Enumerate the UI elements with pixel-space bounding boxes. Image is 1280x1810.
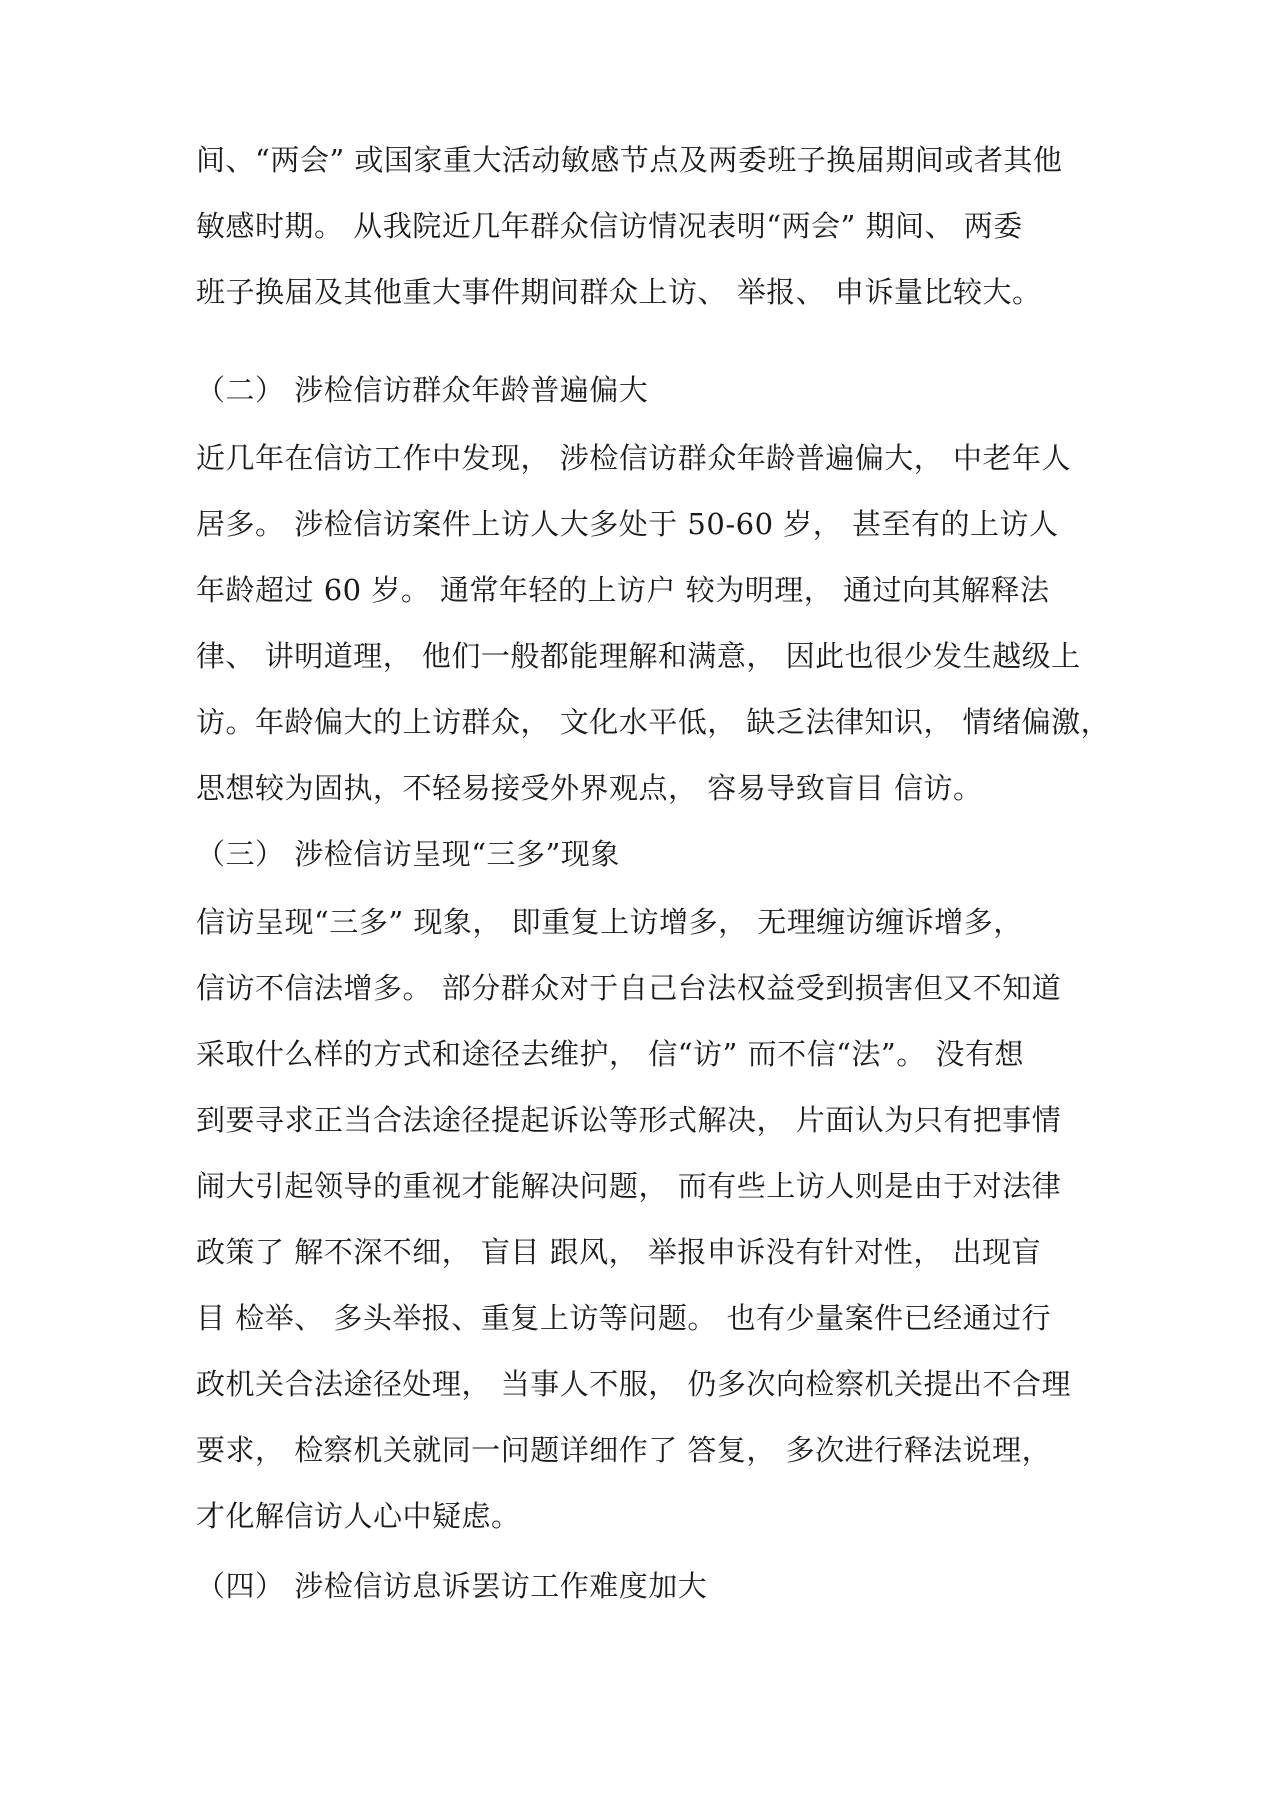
text-line: 采取什么样的方式和途径去维护， 信“访” 而不信“法”。 没有想 — [196, 1037, 1024, 1071]
section-heading: （四） 涉检信访息诉罢访工作难度加大 — [196, 1569, 708, 1603]
text-line: 年龄超过 60 岁。 通常年轻的上访户 较为明理， 通过向其解释法 — [196, 573, 1050, 607]
text-line: 才化解信访人心中疑虑。 — [196, 1499, 521, 1533]
text-line: 居多。 涉检信访案件上访人大多处于 50-60 岁， 甚至有的上访人 — [196, 507, 1059, 541]
section-heading: （二） 涉检信访群众年龄普遍偏大 — [196, 373, 649, 407]
text-line: 政策了 解不深不细， 盲目 跟风， 举报申诉没有针对性， 出现盲 — [196, 1235, 1042, 1269]
text-line: 近几年在信访工作中发现， 涉检信访群众年龄普遍偏大， 中老年人 — [196, 441, 1071, 475]
section-heading: （三） 涉检信访呈现“三多”现象 — [196, 837, 620, 871]
text-line: 间、“两会” 或国家重大活动敏感节点及两委班子换届期间或者其他 — [196, 143, 1063, 177]
text-line: 班子换届及其他重大事件期间群众上访、 举报、 申诉量比较大。 — [196, 275, 1042, 309]
text-line: 闹大引起领导的重视才能解决问题， 而有些上访人则是由于对法律 — [196, 1169, 1062, 1203]
text-line: 律、 讲明道理， 他们一般都能理解和满意， 因此也很少发生越级上 — [196, 639, 1081, 673]
text-line: 思想较为固执，不轻易接受外界观点， 容易导致盲目 信访。 — [196, 771, 983, 805]
text-line: 政机关合法途径处理， 当事人不服， 仍多次向检察机关提出不合理 — [196, 1367, 1071, 1401]
text-line: 到要寻求正当合法途径提起诉讼等形式解决， 片面认为只有把事情 — [196, 1103, 1062, 1137]
text-line: 敏感时期。 从我院近几年群众信访情况表明“两会” 期间、 两委 — [196, 209, 1023, 243]
text-line: 信访呈现“三多” 现象， 即重复上访增多， 无理缠访缠诉增多， — [196, 905, 1023, 939]
text-line: 信访不信法增多。 部分群众对于自己台法权益受到损害但又不知道 — [196, 971, 1062, 1005]
text-line: 要求， 检察机关就同一问题详细作了 答复， 多次进行释法说理， — [196, 1433, 1052, 1467]
text-line: 访。年龄偏大的上访群众， 文化水平低， 缺乏法律知识， 情绪偏激， — [196, 705, 1111, 739]
text-line: 目 检举、 多头举报、重复上访等问题。 也有少量案件已经通过行 — [196, 1301, 1052, 1335]
